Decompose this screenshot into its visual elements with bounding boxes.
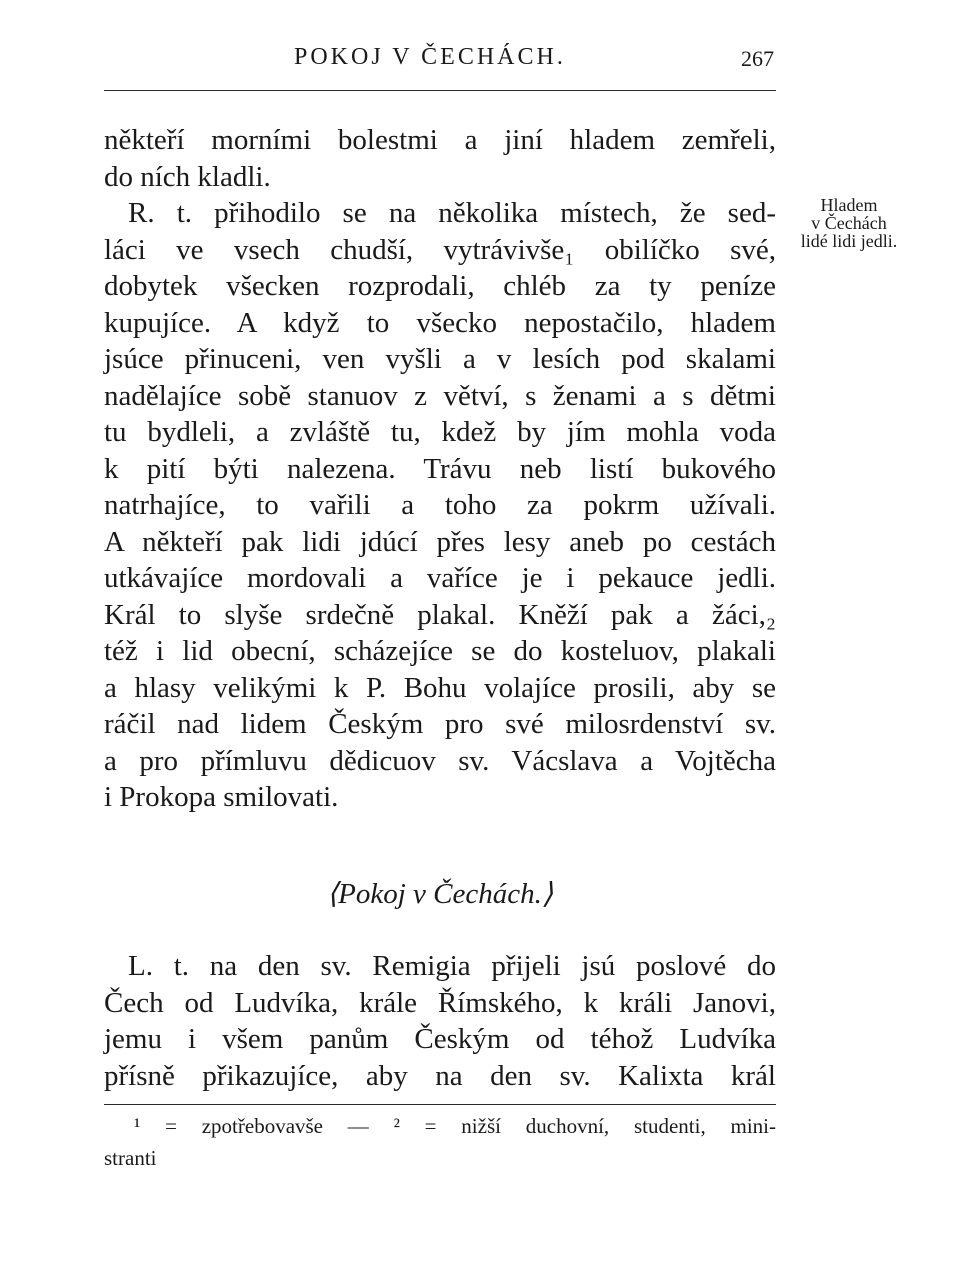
text-line: utkávajíce mordovali a vaříce je i pekauce jedli.: [104, 562, 776, 594]
running-head: [104, 40, 776, 80]
text-line: někteří morními bolestmi a jiní hladem zemřeli,: [104, 124, 776, 156]
text-line: do ních kladli.: [104, 160, 271, 193]
text-line: láci ve vsech chudší, vytrávivše₁ obilíčko své,: [104, 233, 776, 266]
marginal-note: [784, 196, 914, 250]
text-line: Čech od Ludvíka, krále Římského, k králi Janovi,: [104, 986, 776, 1019]
text-line: kupujíce. A když to všecko nepostačilo, hladem: [104, 306, 776, 339]
text-line: nadělajíce sobě stanuov z větví, s ženami a s dětmi: [104, 379, 776, 412]
footnote-rule: [104, 1104, 776, 1105]
text-line: Král to slyše srdečně plakal. Kněží pak a žáci,₂: [104, 598, 776, 631]
footnote-line: stranti: [104, 1146, 157, 1170]
text-line: L. t. na den sv. Remigia přijeli jsú poslové do: [128, 950, 776, 982]
text-line: jemu i všem panům Českým od téhož Ludvíka: [104, 1023, 776, 1055]
text-line: tu bydleli, a zvláště tu, kdež by jím mohla voda: [104, 416, 776, 448]
header-rule: [104, 90, 776, 91]
text-line: ráčil nad lidem Českým pro své milosrdenství sv.: [104, 708, 776, 740]
text-line: natrhajíce, to vařili a toho za pokrm užívali.: [104, 489, 776, 521]
text-line: k pití býti nalezena. Trávu neb listí bukového: [104, 452, 776, 485]
marginal-note-line: v Čechách: [811, 213, 887, 233]
footnote-line: ¹ = zpotřebovavše — ² = nižší duchovní, studenti, mini-: [134, 1114, 776, 1138]
text-line: jsúce přinuceni, ven vyšli a v lesích pod skalami: [104, 343, 776, 375]
section-heading: ⟨Pokoj v Čechách.⟩: [326, 878, 554, 910]
text-line: dobytek všecken rozprodali, chléb za ty peníze: [104, 270, 776, 302]
text-line: R. t. přihodilo se na několika místech, že sed-: [128, 197, 776, 229]
text-line: přísně přikazujíce, aby na den sv. Kalixta král: [104, 1059, 776, 1092]
running-title: POKOJ V ČECHÁCH.: [294, 44, 566, 70]
text-line: a hlasy velikými k P. Bohu volajíce prosili, aby se: [104, 671, 776, 704]
text-line: i Prokopa smilovati.: [104, 781, 339, 813]
marginal-note-line: Hladem: [820, 195, 878, 215]
text-line: a pro přímluvu dědicuov sv. Vácslava a Vojtěcha: [104, 744, 776, 777]
page-number: 267: [741, 46, 774, 71]
text-line: též i lid obecní, scházejíce se do kosteluov, plakali: [104, 635, 776, 667]
section-text: [104, 948, 776, 1094]
body-text: [104, 122, 776, 816]
marginal-note-line: lidé lidi jedli.: [800, 231, 898, 251]
footnotes: [104, 1110, 776, 1174]
text-line: A někteří pak lidi jdúcí přes lesy aneb po cestách: [104, 525, 776, 558]
